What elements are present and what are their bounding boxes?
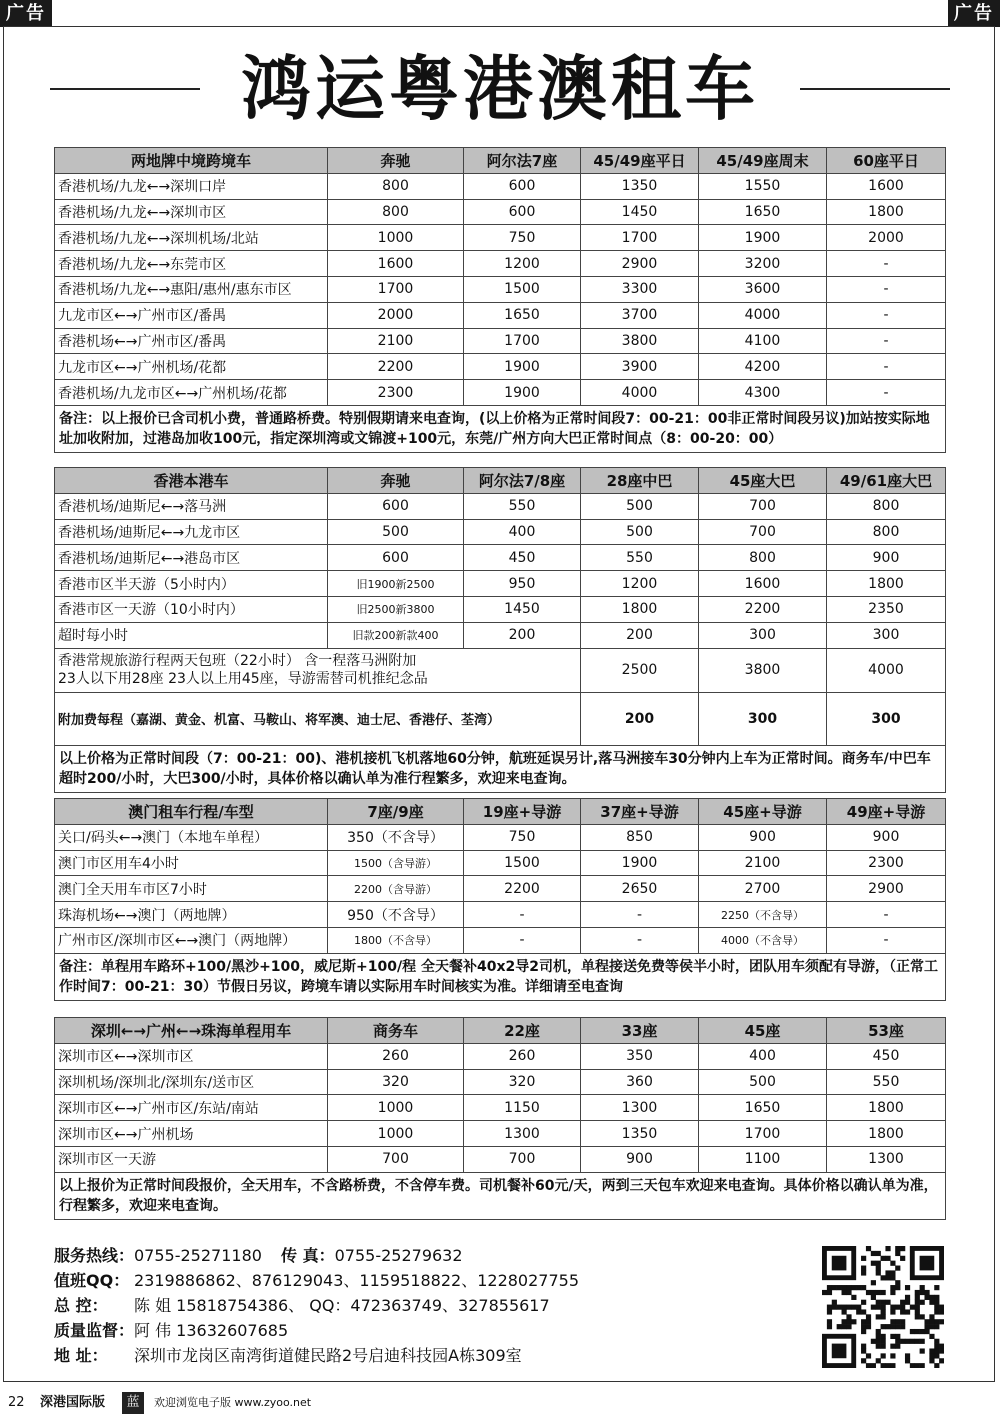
column-header-vehicle: 19座+导游: [464, 799, 581, 825]
qr-code-graphic: [822, 1246, 944, 1368]
price-cell: 900: [827, 545, 946, 571]
macau-table: [54, 798, 946, 1001]
price-cell: 500: [581, 493, 699, 519]
column-header-route: 澳门租车行程/车型: [55, 799, 328, 825]
price-cell: 800: [699, 545, 827, 571]
table-header-row: [55, 799, 946, 825]
price-cell: 800: [328, 173, 464, 199]
price-cell: 2900: [581, 251, 699, 277]
table-row: [55, 622, 946, 648]
price-cell: 200: [581, 622, 699, 648]
price-cell: 1000: [328, 1095, 464, 1121]
route-cell: 香港市区半天游（5小时内）: [55, 571, 328, 597]
price-cell: 4000: [581, 380, 699, 406]
price-cell: 1350: [581, 1121, 699, 1147]
page-number: 22: [8, 1395, 25, 1410]
price-cell: 700: [464, 1146, 581, 1172]
price-cell: 3800: [581, 328, 699, 354]
route-cell: 香港机场/迪斯尼←→九龙市区: [55, 519, 328, 545]
column-header-route: 两地牌中境跨境车: [55, 148, 328, 174]
table-row: [55, 596, 946, 622]
price-cell: 800: [328, 199, 464, 225]
route-cell: 香港机场/九龙市区←→广州机场/花都: [55, 380, 328, 406]
table-row: [55, 302, 946, 328]
price-cell: 900: [827, 824, 946, 850]
column-header-vehicle: 49座+导游: [827, 799, 946, 825]
price-cell: 1800: [827, 571, 946, 597]
route-cell: 澳门全天用车市区7小时: [55, 876, 328, 902]
price-cell: -: [581, 902, 699, 928]
column-header-vehicle: 商务车: [328, 1018, 464, 1044]
route-cell: 香港市区一天游（10小时内）: [55, 596, 328, 622]
price-cell: 1100: [699, 1146, 827, 1172]
route-cell: 深圳市区←→深圳市区: [55, 1043, 328, 1069]
ad-label-right: 广告: [948, 0, 1000, 27]
price-cell: 260: [464, 1043, 581, 1069]
route-cell: 香港机场/九龙←→东莞市区: [55, 251, 328, 277]
price-cell: 800: [827, 493, 946, 519]
macau-note: 备注：单程用车路环+100/黑沙+100，威尼斯+100/程 全天餐补40x2导2司机，单程接送免费等侯半小时，团队用车须配有导游，（正常工作时间7：00-21：30）节假日另议，跨境车请以实际用车时间核实为准。详细请至电查询: [55, 953, 946, 1000]
price-cell: 1500: [464, 850, 581, 876]
price-cell: 旧款200新款400: [328, 622, 464, 648]
route-cell: 九龙市区←→广州市区/番禺: [55, 302, 328, 328]
title-banner: [50, 42, 950, 137]
price-cell: -: [827, 380, 946, 406]
price-cell: 2250（不含导）: [699, 902, 827, 928]
price-cell: 550: [581, 545, 699, 571]
hk-package-49: 4000: [827, 648, 946, 692]
contact-hotline-row: [54, 1243, 774, 1268]
table-row: [55, 927, 946, 953]
price-cell: 500: [328, 519, 464, 545]
price-cell: 550: [464, 493, 581, 519]
price-cell: 1900: [464, 380, 581, 406]
column-header-vehicle: 奔驰: [328, 148, 464, 174]
manager-info: 陈 姐 15818754386、 QQ：472363749、327855617: [134, 1296, 550, 1315]
hk-surcharge-45: 300: [699, 692, 827, 745]
hk-package-28: 2500: [581, 648, 699, 692]
contact-quality-row: [54, 1318, 774, 1343]
column-header-route: 香港本港车: [55, 468, 328, 494]
price-cell: 260: [328, 1043, 464, 1069]
price-cell: 2000: [827, 225, 946, 251]
price-cell: 300: [699, 622, 827, 648]
fax-label: 传 真：: [281, 1246, 335, 1265]
price-cell: 1650: [464, 302, 581, 328]
price-cell: 550: [827, 1069, 946, 1095]
price-cell: 1800: [827, 199, 946, 225]
price-cell: 旧1900新2500: [328, 571, 464, 597]
price-cell: 1500: [464, 276, 581, 302]
address-label: 地 址：: [54, 1346, 108, 1365]
table-row: [55, 1121, 946, 1147]
hk-package-line1: 香港常规旅游行程两天包班（22小时） 含一程落马洲附加: [58, 653, 417, 670]
column-header-route: 深圳←→广州←→珠海单程用车: [55, 1018, 328, 1044]
price-cell: 1600: [827, 173, 946, 199]
price-cell: 1350: [581, 173, 699, 199]
price-cell: 850: [581, 824, 699, 850]
price-cell: 1200: [464, 251, 581, 277]
price-cell: -: [827, 302, 946, 328]
table-row: [55, 251, 946, 277]
price-cell: 400: [464, 519, 581, 545]
manager-label: 总 控：: [54, 1296, 108, 1315]
hk-surcharge-row: [55, 692, 946, 745]
price-cell: 2900: [827, 876, 946, 902]
price-cell: 1000: [328, 225, 464, 251]
price-cell: -: [827, 251, 946, 277]
price-cell: 3300: [581, 276, 699, 302]
column-header-vehicle: 33座: [581, 1018, 699, 1044]
table-row: [55, 173, 946, 199]
title-rule-right: [800, 88, 950, 90]
price-cell: 2200（含导游）: [328, 876, 464, 902]
price-cell: 2200: [699, 596, 827, 622]
route-cell: 香港机场←→广州市区/番禺: [55, 328, 328, 354]
price-cell: 2650: [581, 876, 699, 902]
route-cell: 珠海机场←→澳门（两地牌）: [55, 902, 328, 928]
price-cell: 1000: [328, 1121, 464, 1147]
price-cell: 700: [328, 1146, 464, 1172]
table-row: [55, 545, 946, 571]
table-row: [55, 199, 946, 225]
page-title: 鸿运粤港澳租车: [241, 48, 759, 130]
column-header-vehicle: 7座/9座: [328, 799, 464, 825]
table-row: [55, 493, 946, 519]
price-cell: 1300: [581, 1095, 699, 1121]
table-row: [55, 902, 946, 928]
hk-surcharge-28: 200: [581, 692, 699, 745]
price-cell: 4000（不含导）: [699, 927, 827, 953]
price-cell: 2300: [827, 850, 946, 876]
qq-label: 值班QQ：: [54, 1271, 130, 1290]
hk-package-line2: 23人以下用28座 23人以上用45座，导游需替司机推纪念品: [58, 671, 428, 688]
price-cell: 1300: [464, 1121, 581, 1147]
price-cell: 1900: [699, 225, 827, 251]
price-cell: 320: [328, 1069, 464, 1095]
price-cell: 1700: [581, 225, 699, 251]
price-cell: 600: [328, 493, 464, 519]
price-cell: 600: [464, 173, 581, 199]
price-cell: 1300: [827, 1146, 946, 1172]
price-cell: 800: [827, 519, 946, 545]
table-row: [55, 824, 946, 850]
price-cell: 2200: [464, 876, 581, 902]
price-cell: 1600: [328, 251, 464, 277]
price-cell: 350（不含导）: [328, 824, 464, 850]
price-cell: 1800: [581, 596, 699, 622]
quality-label: 质量监督：: [54, 1321, 135, 1340]
price-cell: 1700: [699, 1121, 827, 1147]
price-cell: 500: [581, 519, 699, 545]
column-header-vehicle: 45/49座周末: [699, 148, 827, 174]
footer-brand: 深港国际版: [40, 1395, 106, 1410]
hk-package-desc: [55, 648, 581, 692]
column-header-vehicle: 阿尔法7座: [464, 148, 581, 174]
price-cell: 1500（含导游）: [328, 850, 464, 876]
route-cell: 香港机场/迪斯尼←→港岛市区: [55, 545, 328, 571]
route-cell: 深圳市区←→广州市区/东站/南站: [55, 1095, 328, 1121]
price-cell: 1800: [827, 1121, 946, 1147]
table-header-row: [55, 1018, 946, 1044]
price-cell: -: [464, 902, 581, 928]
column-header-vehicle: 22座: [464, 1018, 581, 1044]
column-header-vehicle: 45座+导游: [699, 799, 827, 825]
contact-manager-row: [54, 1293, 774, 1318]
price-cell: 700: [699, 493, 827, 519]
footer-tagline: 欢迎浏览电子版 www.zyoo.net: [154, 1396, 312, 1409]
price-cell: 1550: [699, 173, 827, 199]
price-cell: 900: [581, 1146, 699, 1172]
price-cell: -: [581, 927, 699, 953]
table-row: [55, 850, 946, 876]
hotline-label: 服务热线：: [54, 1246, 135, 1265]
route-cell: 超时每小时: [55, 622, 328, 648]
price-cell: 2100: [328, 328, 464, 354]
hk-surcharge-label: 附加费每程（嘉湖、黄金、机富、马鞍山、将军澳、迪士尼、香港仔、荃湾）: [55, 692, 581, 745]
price-cell: 320: [464, 1069, 581, 1095]
table-row: [55, 225, 946, 251]
route-cell: 香港机场/九龙←→惠阳/惠州/惠东市区: [55, 276, 328, 302]
column-header-vehicle: 37座+导游: [581, 799, 699, 825]
table-row: [55, 1095, 946, 1121]
route-cell: 深圳市区一天游: [55, 1146, 328, 1172]
price-cell: 950（不含导）: [328, 902, 464, 928]
table-row: [55, 1043, 946, 1069]
shenzhen-note: 以上报价为正常时间段报价，全天用车，不含路桥费，不含停车费。司机餐补60元/天，两到三天包车欢迎来电查询。具体价格以确认单为准，行程繁多，欢迎来电查询。: [55, 1172, 946, 1219]
table-row: [55, 1069, 946, 1095]
price-cell: 400: [699, 1043, 827, 1069]
price-cell: -: [827, 927, 946, 953]
brand-logo-icon: 蓝: [122, 1392, 144, 1414]
price-cell: 1700: [464, 328, 581, 354]
column-header-vehicle: 奔驰: [328, 468, 464, 494]
table-row: [55, 328, 946, 354]
price-cell: -: [464, 927, 581, 953]
price-cell: -: [827, 354, 946, 380]
price-cell: 1200: [581, 571, 699, 597]
route-cell: 关口/码头←→澳门（本地车单程）: [55, 824, 328, 850]
column-header-vehicle: 45/49座平日: [581, 148, 699, 174]
qq-numbers: 2319886862、876129043、1159518822、1228027755: [134, 1271, 580, 1290]
cross-border-note: 备注：以上报价已含司机小费，普通路桥费。特别假期请来电查询，(以上价格为正常时间段7：00-21：00非正常时间段另议)加站按实际地址加收附加，过港岛加收100元，指定深圳湾或文锦渡+100元，东莞/广州方向大巴正常时间点（8：00-20：00）: [55, 405, 946, 452]
price-cell: 600: [328, 545, 464, 571]
title-rule-left: [50, 88, 200, 90]
price-cell: 4100: [699, 328, 827, 354]
route-cell: 深圳机场/深圳北/深圳东/送市区: [55, 1069, 328, 1095]
table-row: [55, 876, 946, 902]
route-cell: 深圳市区←→广州机场: [55, 1121, 328, 1147]
route-cell: 九龙市区←→广州机场/花都: [55, 354, 328, 380]
column-header-vehicle: 60座平日: [827, 148, 946, 174]
price-cell: 4200: [699, 354, 827, 380]
address-text: 深圳市龙岗区南湾街道健民路2号启迪科技园A栋309室: [134, 1346, 522, 1365]
price-cell: 750: [464, 824, 581, 850]
price-cell: 2350: [827, 596, 946, 622]
page-footer: [0, 1388, 1000, 1417]
price-cell: -: [827, 328, 946, 354]
price-cell: 300: [827, 622, 946, 648]
price-cell: 350: [581, 1043, 699, 1069]
route-cell: 香港机场/九龙←→深圳机场/北站: [55, 225, 328, 251]
table-row: [55, 380, 946, 406]
price-cell: 3700: [581, 302, 699, 328]
price-cell: 950: [464, 571, 581, 597]
price-cell: 1650: [699, 199, 827, 225]
price-cell: 200: [464, 622, 581, 648]
price-cell: 1800: [827, 1095, 946, 1121]
price-cell: 2100: [699, 850, 827, 876]
hk-package-row: [55, 648, 946, 692]
price-cell: 1600: [699, 571, 827, 597]
price-cell: 2000: [328, 302, 464, 328]
fax-number: 0755-25279632: [334, 1246, 463, 1265]
column-header-vehicle: 53座: [827, 1018, 946, 1044]
price-cell: 1800（不含导）: [328, 927, 464, 953]
price-cell: 360: [581, 1069, 699, 1095]
table-row: [55, 276, 946, 302]
contact-block: [54, 1243, 774, 1368]
price-cell: 4300: [699, 380, 827, 406]
price-cell: 700: [699, 519, 827, 545]
price-cell: -: [827, 276, 946, 302]
price-cell: 450: [464, 545, 581, 571]
price-cell: 750: [464, 225, 581, 251]
price-cell: 1700: [328, 276, 464, 302]
price-cell: 900: [699, 824, 827, 850]
hotline-number: 0755-25271180: [134, 1246, 262, 1265]
route-cell: 香港机场/九龙←→深圳市区: [55, 199, 328, 225]
price-cell: 2300: [328, 380, 464, 406]
price-cell: 1450: [464, 596, 581, 622]
price-cell: 3200: [699, 251, 827, 277]
table-row: [55, 1146, 946, 1172]
qr-code-icon: [822, 1246, 944, 1368]
hk-surcharge-49: 300: [827, 692, 946, 745]
price-cell: 3600: [699, 276, 827, 302]
route-cell: 香港机场/九龙←→深圳口岸: [55, 173, 328, 199]
price-cell: 1650: [699, 1095, 827, 1121]
ad-label-left: 广告: [0, 0, 52, 27]
column-header-vehicle: 45座: [699, 1018, 827, 1044]
column-header-vehicle: 49/61座大巴: [827, 468, 946, 494]
hk-local-note: 以上价格为正常时间段（7：00-21：00)、港机接机飞机落地60分钟，航班延误另计,落马洲接车30分钟内上车为正常时间。商务车/中巴车超时200/小时，大巴300/小时，具体价格以确认单为准行程繁多，欢迎来电查询。: [55, 745, 946, 792]
route-cell: 澳门市区用车4小时: [55, 850, 328, 876]
route-cell: 广州市区/深圳市区←→澳门（两地牌）: [55, 927, 328, 953]
price-cell: 3900: [581, 354, 699, 380]
price-cell: 450: [827, 1043, 946, 1069]
price-cell: 1150: [464, 1095, 581, 1121]
price-cell: 2200: [328, 354, 464, 380]
contact-address-row: [54, 1343, 774, 1368]
price-cell: 1450: [581, 199, 699, 225]
shenzhen-table: [54, 1017, 946, 1220]
route-cell: 香港机场/迪斯尼←→落马洲: [55, 493, 328, 519]
column-header-vehicle: 45座大巴: [699, 468, 827, 494]
cross-border-table: [54, 147, 946, 453]
table-header-row: [55, 148, 946, 174]
price-cell: -: [827, 902, 946, 928]
contact-qq-row: [54, 1268, 774, 1293]
price-cell: 500: [699, 1069, 827, 1095]
price-cell: 1900: [464, 354, 581, 380]
price-cell: 600: [464, 199, 581, 225]
price-cell: 4000: [699, 302, 827, 328]
hk-package-45: 3800: [699, 648, 827, 692]
table-row: [55, 571, 946, 597]
table-row: [55, 519, 946, 545]
quality-info: 阿 伟 13632607685: [134, 1321, 289, 1340]
price-cell: 1900: [581, 850, 699, 876]
hk-local-table: [54, 467, 946, 793]
table-header-row: [55, 468, 946, 494]
price-cell: 2700: [699, 876, 827, 902]
table-row: [55, 354, 946, 380]
column-header-vehicle: 阿尔法7/8座: [464, 468, 581, 494]
price-cell: 旧2500新3800: [328, 596, 464, 622]
column-header-vehicle: 28座中巴: [581, 468, 699, 494]
